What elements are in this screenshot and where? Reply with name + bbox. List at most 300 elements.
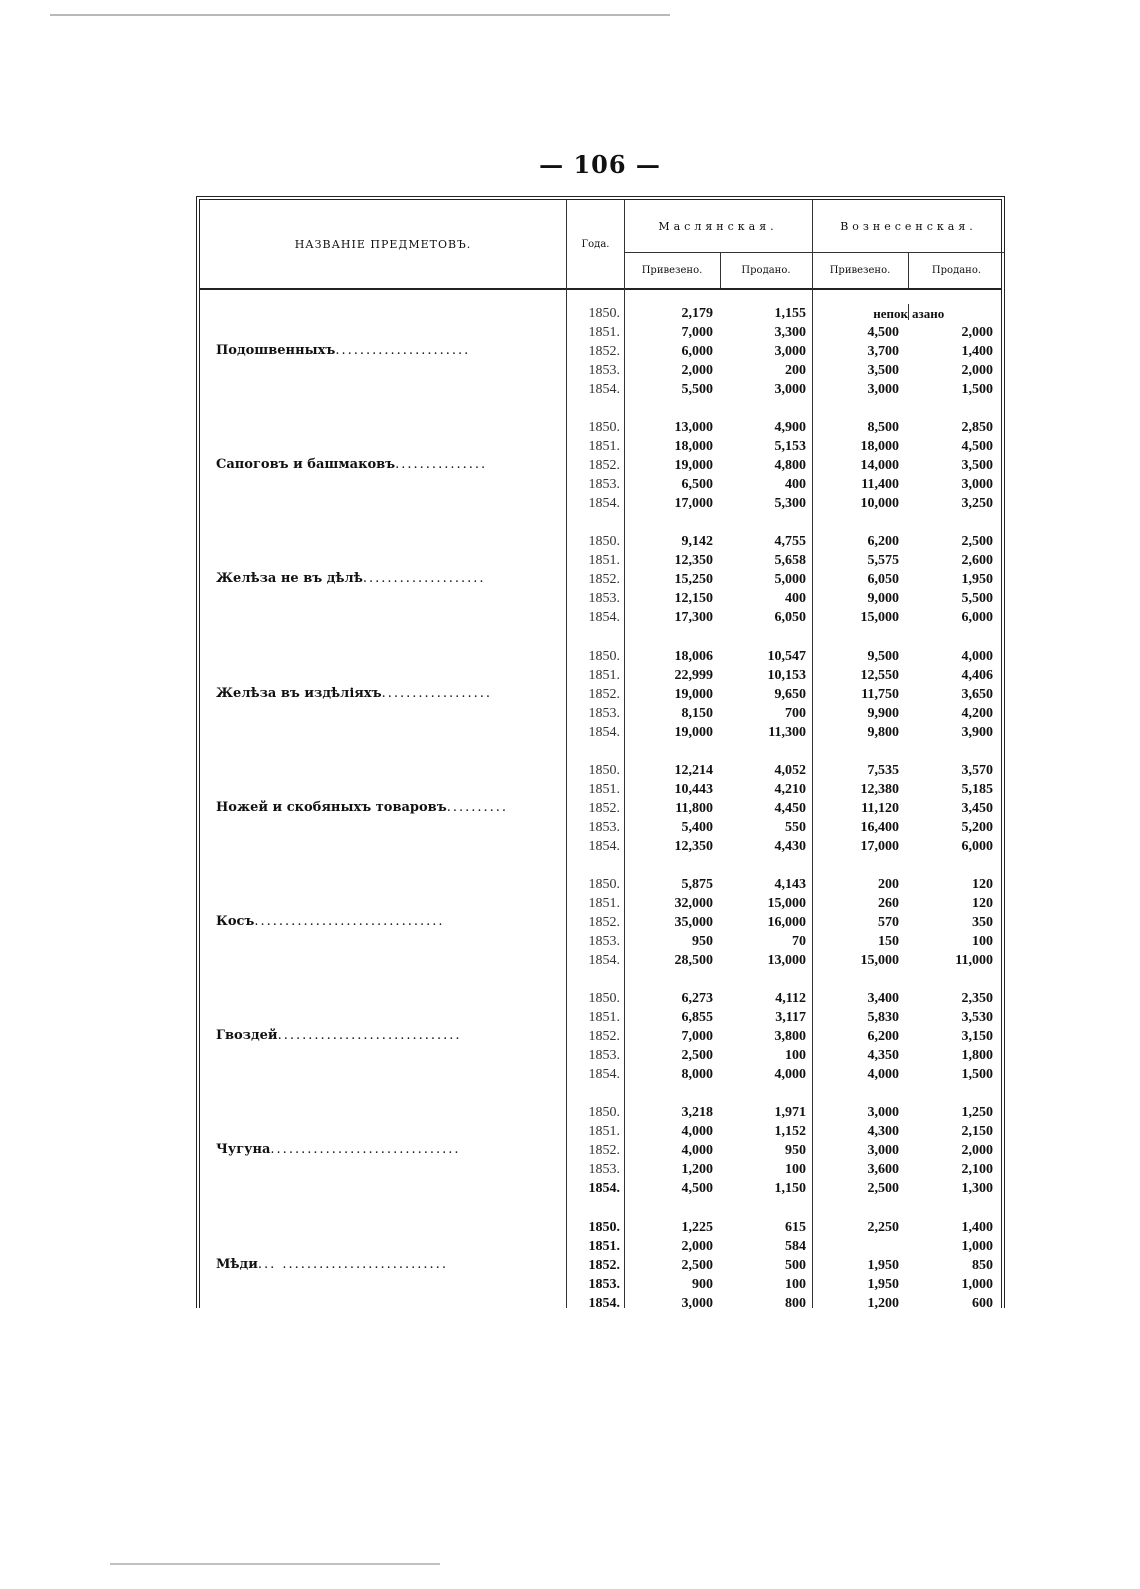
table-row [200,456,1005,475]
year-cell: 1850. [588,762,620,778]
voznesenskaya-brought-cell: 9,500 [867,648,899,664]
voznesenskaya-sold-cell: 3,500 [961,458,993,474]
maslyanskaya-sold-cell: 5,000 [774,572,806,588]
voznesenskaya-sold-cell: 5,500 [961,591,993,607]
table-row [200,380,1005,399]
year-cell: 1851. [588,1124,620,1140]
voznesenskaya-sold-cell: 4,200 [961,705,993,721]
voznesenskaya-brought-cell: 3,500 [867,363,899,378]
voznesenskaya-sold-cell: 5,185 [961,781,993,797]
voznesenskaya-brought-cell: 12,380 [860,781,899,797]
year-cell: 1852. [588,915,620,930]
maslyanskaya-sold-cell: 13,000 [767,953,806,968]
maslyanskaya-sold-cell: 3,300 [774,325,806,340]
leader-dots: .................. [381,685,492,701]
voznesenskaya-sold-cell: 350 [972,915,993,930]
maslyanskaya-brought-cell: 28,500 [674,953,713,968]
maslyanskaya-brought-cell: 1,200 [681,1162,713,1178]
header-m-brought: Привезено. [641,265,703,276]
maslyanskaya-brought-cell: 1,225 [681,1219,713,1235]
maslyanskaya-brought-cell: 12,214 [674,762,713,778]
voznesenskaya-sold-cell: 1,500 [961,1067,993,1083]
voznesenskaya-brought-cell: 16,400 [860,819,899,835]
maslyanskaya-sold-cell: 4,112 [775,991,806,1007]
voznesenskaya-sold-cell: 1,250 [961,1105,993,1121]
maslyanskaya-brought-cell: 5,400 [681,819,713,835]
year-cell: 1850. [588,420,620,436]
leader-dots: .................... [362,571,486,587]
not-reported-part1: непок [873,306,908,321]
item-label-text: Желѣза въ издѣліяхъ [216,685,382,701]
maslyanskaya-sold-cell: 4,755 [774,534,806,550]
maslyanskaya-brought-cell: 9,142 [681,534,713,550]
maslyanskaya-brought-cell: 5,875 [681,877,713,892]
voznesenskaya-brought-cell: 11,120 [861,800,899,816]
header-m-sold: Продано. [741,265,791,276]
table-row [200,304,1005,323]
voznesenskaya-sold-cell: 120 [972,877,993,892]
voznesenskaya-brought-cell: 4,350 [867,1048,899,1064]
table-row [200,685,1005,704]
voznesenskaya-brought-cell: 3,000 [867,1105,899,1121]
year-cell: 1853. [588,477,620,493]
voznesenskaya-brought-cell: 4,500 [867,325,899,340]
voznesenskaya-brought-cell: 1,950 [867,1257,899,1273]
year-cell: 1853. [588,1162,620,1178]
year-cell: 1854. [588,610,620,626]
item-label-text: Мѣди [216,1256,258,1272]
voznesenskaya-sold-cell: 1,300 [961,1181,993,1197]
voznesenskaya-sold-cell: 3,530 [961,1010,993,1026]
table-header [200,200,1001,290]
maslyanskaya-sold-cell: 10,547 [767,648,806,664]
table-row [200,951,1005,970]
maslyanskaya-sold-cell: 100 [785,1162,806,1178]
voznesenskaya-sold-cell: 2,350 [961,991,993,1007]
maslyanskaya-brought-cell: 12,350 [674,838,713,854]
col-rule-v-sub [908,253,909,288]
table-row [200,761,1005,780]
year-cell: 1851. [588,325,620,340]
maslyanskaya-brought-cell: 22,999 [674,667,713,683]
maslyanskaya-sold-cell: 3,117 [775,1010,806,1026]
item-group [200,989,1005,1085]
year-cell: 1851. [588,439,620,455]
maslyanskaya-sold-cell: 800 [785,1295,806,1311]
voznesenskaya-sold-cell: 3,900 [961,724,993,740]
table-row [200,1122,1005,1141]
maslyanskaya-brought-cell: 4,000 [681,1124,713,1140]
maslyanskaya-brought-cell: 950 [692,934,713,949]
table-row [200,494,1005,513]
voznesenskaya-brought-cell: 9,900 [867,705,899,721]
page-number: — 106 — [539,150,661,179]
header-fair-maslyanskaya: Маслянская. [658,219,778,233]
voznesenskaya-sold-cell: 4,500 [961,439,993,455]
table-row [200,704,1005,723]
voznesenskaya-brought-cell: 11,750 [861,686,899,702]
year-cell: 1850. [588,306,620,321]
item-group [200,304,1005,400]
maslyanskaya-sold-cell: 70 [792,934,806,949]
maslyanskaya-sold-cell: 4,800 [774,458,806,474]
table-row [200,323,1005,342]
table-row [200,875,1005,894]
voznesenskaya-brought-cell: 8,500 [867,420,899,436]
leader-dots: ... ........................... [257,1256,448,1272]
maslyanskaya-brought-cell: 900 [692,1276,713,1292]
maslyanskaya-sold-cell: 200 [785,363,806,378]
year-cell: 1851. [588,1010,620,1026]
maslyanskaya-brought-cell: 19,000 [674,686,713,702]
voznesenskaya-sold-cell: 2,000 [961,363,993,378]
voznesenskaya-sold-cell: 2,100 [961,1162,993,1178]
year-cell: 1854. [588,496,620,512]
maslyanskaya-brought-cell: 18,000 [674,439,713,455]
maslyanskaya-sold-cell: 3,000 [774,382,806,397]
voznesenskaya-brought-cell: 18,000 [860,439,899,455]
table-row [200,1027,1005,1046]
maslyanskaya-sold-cell: 584 [785,1238,806,1254]
table-row [200,1141,1005,1160]
item-group [200,875,1005,971]
voznesenskaya-brought-cell: 11,400 [861,477,899,493]
voznesenskaya-sold-cell: 3,250 [961,496,993,512]
maslyanskaya-brought-cell: 19,000 [674,458,713,474]
maslyanskaya-sold-cell: 3,800 [774,1029,806,1045]
table-row [200,647,1005,666]
maslyanskaya-sold-cell: 4,143 [774,877,806,892]
scan-artifact-bottom [110,1563,440,1565]
item-label-text: Желѣза не въ дѣлѣ [216,571,363,587]
maslyanskaya-sold-cell: 1,152 [774,1124,806,1140]
table-row [200,799,1005,818]
table-row [200,475,1005,494]
year-cell: 1852. [588,1029,620,1045]
maslyanskaya-sold-cell: 950 [785,1143,806,1159]
year-cell: 1850. [588,648,620,664]
year-cell: 1853. [588,1048,620,1064]
table-row [200,437,1005,456]
voznesenskaya-brought-cell: 4,000 [867,1067,899,1083]
voznesenskaya-sold-cell: 2,850 [961,420,993,436]
maslyanskaya-brought-cell: 12,150 [674,591,713,607]
table-row [200,723,1005,742]
item-label-text: Подошвенныхъ [216,343,336,358]
scan-artifact-top [50,14,670,16]
voznesenskaya-sold-cell: 3,150 [961,1029,993,1045]
voznesenskaya-brought-cell: 6,200 [867,534,899,550]
year-cell: 1851. [588,1238,620,1254]
leader-dots: ............................... [254,914,445,929]
voznesenskaya-sold-cell: 11,000 [955,953,993,968]
voznesenskaya-sold-cell: 2,600 [961,553,993,569]
voznesenskaya-brought-cell: 570 [878,915,899,930]
voznesenskaya-sold-cell: 1,400 [961,1219,993,1235]
year-cell: 1851. [588,667,620,683]
maslyanskaya-brought-cell: 11,800 [675,800,713,816]
maslyanskaya-brought-cell: 7,000 [681,1029,713,1045]
year-cell: 1850. [588,534,620,550]
maslyanskaya-sold-cell: 11,300 [768,724,806,740]
voznesenskaya-brought-cell: 1,950 [867,1276,899,1292]
maslyanskaya-brought-cell: 2,179 [681,306,713,321]
maslyanskaya-brought-cell: 7,000 [681,325,713,340]
voznesenskaya-brought-cell: 3,000 [867,1143,899,1159]
table-row [200,1103,1005,1122]
table-body [200,290,1001,1311]
year-cell: 1854. [588,724,620,740]
maslyanskaya-brought-cell: 6,000 [681,344,713,359]
year-cell: 1850. [588,1105,620,1121]
voznesenskaya-brought-cell: 3,700 [867,344,899,359]
voznesenskaya-brought-cell: 15,000 [860,953,899,968]
voznesenskaya-brought-cell: 1,200 [867,1295,899,1311]
table-row [200,837,1005,856]
voznesenskaya-brought-cell: 10,000 [860,496,899,512]
year-cell: 1850. [588,991,620,1007]
item-group [200,1218,1005,1314]
maslyanskaya-brought-cell: 12,350 [674,553,713,569]
year-cell: 1852. [588,1257,620,1273]
maslyanskaya-sold-cell: 4,052 [774,762,806,778]
table-row [200,1160,1005,1179]
year-cell: 1852. [588,1143,620,1159]
voznesenskaya-sold-cell: 3,000 [961,477,993,493]
voznesenskaya-brought-cell: 7,535 [867,762,899,778]
voznesenskaya-sold-cell: 3,450 [961,800,993,816]
table-row [200,342,1005,361]
voznesenskaya-sold-cell: 6,000 [961,610,993,626]
col-rule-m-sub [720,253,721,288]
year-cell: 1853. [588,934,620,949]
maslyanskaya-brought-cell: 6,273 [681,991,713,1007]
voznesenskaya-brought-cell [812,1237,899,1256]
table-row [200,361,1005,380]
year-cell: 1852. [588,800,620,816]
maslyanskaya-sold-cell: 3,000 [774,344,806,359]
maslyanskaya-sold-cell: 5,300 [774,496,806,512]
voznesenskaya-sold-cell: 4,000 [961,648,993,664]
voznesenskaya-brought-cell: 2,500 [867,1181,899,1197]
voznesenskaya-sold-cell: 100 [972,934,993,949]
table-row [200,1179,1005,1198]
voznesenskaya-brought-cell: 3,400 [867,991,899,1007]
voznesenskaya-sold-cell: 3,650 [961,686,993,702]
item-group [200,1103,1005,1199]
maslyanskaya-sold-cell: 9,650 [774,686,806,702]
maslyanskaya-sold-cell: 6,050 [774,610,806,626]
table-row [200,818,1005,837]
maslyanskaya-brought-cell: 8,000 [681,1067,713,1083]
maslyanskaya-brought-cell: 5,500 [681,382,713,397]
table-row [200,1237,1005,1256]
table-row [200,894,1005,913]
item-group [200,418,1005,514]
maslyanskaya-sold-cell: 615 [785,1219,806,1235]
maslyanskaya-sold-cell: 1,971 [774,1105,806,1121]
voznesenskaya-sold-cell: 5,200 [961,819,993,835]
maslyanskaya-brought-cell: 17,300 [674,610,713,626]
maslyanskaya-brought-cell: 10,443 [674,781,713,797]
maslyanskaya-sold-cell: 1,150 [774,1181,806,1197]
maslyanskaya-sold-cell: 10,153 [767,667,806,683]
year-cell: 1852. [588,686,620,702]
table-row [200,532,1005,551]
maslyanskaya-brought-cell: 18,006 [674,648,713,664]
maslyanskaya-brought-cell: 13,000 [674,420,713,436]
voznesenskaya-sold-cell: 4,406 [961,667,993,683]
year-cell: 1854. [588,953,620,968]
table-row [200,1294,1005,1313]
voznesenskaya-sold-cell: 1,800 [961,1048,993,1064]
table-row [200,570,1005,589]
voznesenskaya-brought-cell: 9,800 [867,724,899,740]
not-reported-part2: азано [912,306,945,321]
voznesenskaya-brought-cell: 9,000 [867,591,899,607]
maslyanskaya-sold-cell: 16,000 [767,915,806,930]
year-cell: 1853. [588,1276,620,1292]
table-row [200,551,1005,570]
maslyanskaya-brought-cell: 2,500 [681,1257,713,1273]
leader-dots: ...................... [335,343,471,358]
table-row [200,1046,1005,1065]
item-label-text: Сапоговъ и башмаковъ [216,457,396,473]
voznesenskaya-sold-cell: 1,000 [961,1238,993,1254]
maslyanskaya-sold-cell: 1,155 [774,306,806,321]
table-row [200,1218,1005,1237]
maslyanskaya-sold-cell: 100 [785,1276,806,1292]
voznesenskaya-brought-cell: 17,000 [860,838,899,854]
maslyanskaya-brought-cell: 4,000 [681,1143,713,1159]
year-cell: 1850. [588,877,620,892]
maslyanskaya-sold-cell: 4,430 [774,838,806,854]
year-cell: 1851. [588,896,620,911]
year-cell: 1850. [588,1219,620,1235]
voznesenskaya-sold-cell: 6,000 [961,838,993,854]
voznesenskaya-brought-cell: 15,000 [860,610,899,626]
voznesenskaya-sold-cell: 2,150 [961,1124,993,1140]
maslyanskaya-sold-cell: 15,000 [767,896,806,911]
table-row [200,932,1005,951]
table-row [200,1008,1005,1027]
maslyanskaya-sold-cell: 400 [785,591,806,607]
header-v-sold: Продано. [931,265,982,276]
leader-dots: .............................. [277,1028,462,1044]
voznesenskaya-sold-cell: 120 [972,896,993,911]
voznesenskaya-sold-cell: 850 [972,1257,993,1273]
maslyanskaya-brought-cell: 17,000 [674,496,713,512]
table-row [200,780,1005,799]
maslyanskaya-brought-cell: 32,000 [674,896,713,911]
voznesenskaya-brought-cell: 5,575 [867,553,899,569]
maslyanskaya-brought-cell: 35,000 [674,915,713,930]
maslyanskaya-sold-cell: 4,900 [774,420,806,436]
voznesenskaya-sold-cell: 600 [972,1295,993,1311]
maslyanskaya-sold-cell: 550 [785,819,806,835]
voznesenskaya-sold-cell: 3,570 [961,762,993,778]
year-cell: 1853. [588,705,620,721]
voznesenskaya-brought-cell: 260 [878,896,899,911]
item-label-text: Косъ [216,914,255,929]
year-cell: 1853. [588,819,620,835]
table-row [200,608,1005,627]
year-cell: 1854. [588,1295,620,1311]
year-cell: 1854. [588,382,620,397]
maslyanskaya-brought-cell: 8,150 [681,705,713,721]
voznesenskaya-sold-cell: 1,950 [961,572,993,588]
maslyanskaya-sold-cell: 4,210 [774,781,806,797]
header-fair-voznesenskaya: Вознесенская. [840,219,977,233]
year-cell: 1852. [588,458,620,474]
voznesenskaya-sold-cell: 1,500 [961,382,993,397]
year-cell: 1854. [588,838,620,854]
voznesenskaya-brought-cell: 12,550 [860,667,899,683]
voznesenskaya-brought-cell: 3,000 [867,382,899,397]
leader-dots: ............... [395,457,488,473]
item-label-text: Чугуна [216,1142,271,1158]
item-label-text: Гвоздей [216,1028,278,1044]
item-group [200,647,1005,743]
voznesenskaya-sold-cell: 2,000 [961,1143,993,1159]
maslyanskaya-sold-cell: 700 [785,705,806,721]
header-name-column: НАЗВАНІЕ ПРЕДМЕТОВЪ. [294,237,472,251]
leader-dots: .......... [446,799,509,815]
statistics-table [196,196,1005,1311]
table-row [200,1256,1005,1275]
year-cell: 1854. [588,1181,620,1197]
voznesenskaya-brought-cell: 3,600 [867,1162,899,1178]
voznesenskaya-brought-cell: 6,050 [867,572,899,588]
voznesenskaya-brought-cell: 4,300 [867,1124,899,1140]
maslyanskaya-sold-cell: 400 [785,477,806,493]
maslyanskaya-brought-cell: 19,000 [674,724,713,740]
maslyanskaya-brought-cell: 15,250 [674,572,713,588]
voznesenskaya-sold-cell: 2,500 [961,534,993,550]
maslyanskaya-brought-cell: 3,218 [681,1105,713,1121]
year-cell: 1854. [588,1067,620,1083]
item-group [200,532,1005,628]
voznesenskaya-brought-cell: 6,200 [867,1029,899,1045]
year-cell: 1852. [588,344,620,359]
year-cell: 1851. [588,553,620,569]
item-group [200,761,1005,857]
voznesenskaya-brought-cell: 2,250 [867,1219,899,1235]
table-row [200,1065,1005,1084]
voznesenskaya-brought-cell: 14,000 [860,458,899,474]
leader-dots: ............................... [270,1142,461,1158]
maslyanskaya-brought-cell: 2,500 [681,1048,713,1064]
maslyanskaya-sold-cell: 100 [785,1048,806,1064]
voznesenskaya-sold-cell: 2,000 [961,325,993,340]
maslyanskaya-sold-cell: 5,658 [774,553,806,569]
voznesenskaya-sold-cell: 1,400 [961,344,993,359]
maslyanskaya-brought-cell: 3,000 [681,1295,713,1311]
maslyanskaya-sold-cell: 4,450 [774,800,806,816]
voznesenskaya-brought-cell: 5,830 [867,1010,899,1026]
table-row [200,989,1005,1008]
table-row [200,913,1005,932]
maslyanskaya-sold-cell: 4,000 [774,1067,806,1083]
year-cell: 1851. [588,781,620,797]
header-v-brought: Привезено. [829,265,891,276]
year-cell: 1853. [588,363,620,378]
table-row [200,666,1005,685]
voznesenskaya-brought-cell: 150 [878,934,899,949]
year-cell: 1853. [588,591,620,607]
maslyanskaya-brought-cell: 6,500 [681,477,713,493]
table-row [200,589,1005,608]
